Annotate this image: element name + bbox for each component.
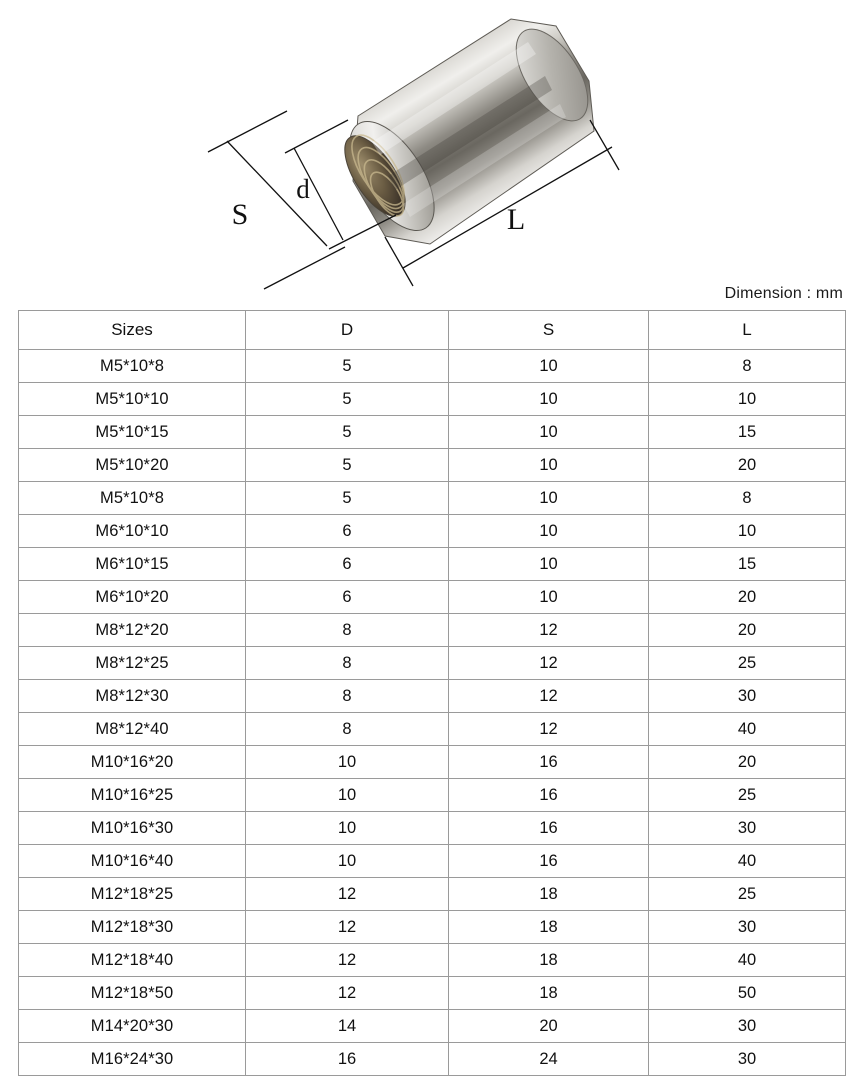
table-row (19, 416, 846, 449)
cell-d: 12 (246, 911, 449, 944)
cell-l: 25 (649, 779, 846, 812)
cell-s: 10 (449, 515, 649, 548)
cell-size: M5*10*8 (19, 482, 246, 515)
cell-l: 10 (649, 383, 846, 416)
cell-l: 15 (649, 548, 846, 581)
cell-l: 30 (649, 911, 846, 944)
table-row (19, 548, 846, 581)
nut-body (333, 17, 602, 244)
table-row (19, 878, 846, 911)
table-header-row (19, 311, 846, 350)
cell-s: 10 (449, 350, 649, 383)
cell-s: 12 (449, 614, 649, 647)
cell-d: 10 (246, 812, 449, 845)
extension-line-l-right (590, 120, 619, 170)
cell-size: M5*10*15 (19, 416, 246, 449)
cell-d: 12 (246, 944, 449, 977)
cell-d: 14 (246, 1010, 449, 1043)
table-row (19, 1010, 846, 1043)
product-illustration (0, 0, 861, 300)
cell-s: 10 (449, 383, 649, 416)
cell-l: 20 (649, 614, 846, 647)
cell-d: 6 (246, 515, 449, 548)
table-row (19, 911, 846, 944)
cell-d: 16 (246, 1043, 449, 1076)
table-row (19, 614, 846, 647)
specification-table-container (18, 310, 845, 1076)
cell-l: 30 (649, 680, 846, 713)
cell-d: 5 (246, 482, 449, 515)
cell-d: 6 (246, 548, 449, 581)
cell-l: 40 (649, 944, 846, 977)
extension-line-s-bottom (264, 247, 345, 289)
cell-d: 5 (246, 383, 449, 416)
cell-s: 18 (449, 977, 649, 1010)
table-row (19, 944, 846, 977)
table-row (19, 713, 846, 746)
cell-s: 16 (449, 779, 649, 812)
table-row (19, 812, 846, 845)
cell-s: 16 (449, 845, 649, 878)
coupling-nut-drawing (0, 0, 861, 300)
column-header-d: D (246, 311, 449, 350)
cell-size: M8*12*25 (19, 647, 246, 680)
cell-d: 8 (246, 680, 449, 713)
cell-l: 30 (649, 1010, 846, 1043)
cell-s: 16 (449, 812, 649, 845)
cell-d: 10 (246, 779, 449, 812)
table-row (19, 482, 846, 515)
cell-size: M12*18*40 (19, 944, 246, 977)
cell-size: M8*12*30 (19, 680, 246, 713)
cell-size: M10*16*30 (19, 812, 246, 845)
cell-d: 8 (246, 647, 449, 680)
cell-size: M10*16*20 (19, 746, 246, 779)
cell-l: 15 (649, 416, 846, 449)
cell-size: M8*12*20 (19, 614, 246, 647)
cell-s: 18 (449, 878, 649, 911)
cell-l: 8 (649, 482, 846, 515)
cell-size: M5*10*10 (19, 383, 246, 416)
table-row (19, 977, 846, 1010)
cell-size: M12*18*50 (19, 977, 246, 1010)
table-row (19, 383, 846, 416)
table-body (19, 350, 846, 1076)
extension-line-d-top (285, 120, 348, 153)
column-header-s: S (449, 311, 649, 350)
table-header (19, 311, 846, 350)
cell-l: 25 (649, 878, 846, 911)
cell-l: 8 (649, 350, 846, 383)
cell-size: M10*16*25 (19, 779, 246, 812)
cell-size: M14*20*30 (19, 1010, 246, 1043)
cell-size: M6*10*10 (19, 515, 246, 548)
dimension-unit-caption: Dimension : mm (724, 285, 843, 302)
cell-d: 5 (246, 350, 449, 383)
cell-size: M5*10*20 (19, 449, 246, 482)
cell-d: 8 (246, 614, 449, 647)
cell-l: 20 (649, 449, 846, 482)
cell-l: 25 (649, 647, 846, 680)
cell-size: M12*18*30 (19, 911, 246, 944)
column-header-sizes: Sizes (19, 311, 246, 350)
cell-d: 10 (246, 746, 449, 779)
cell-d: 6 (246, 581, 449, 614)
cell-s: 10 (449, 482, 649, 515)
cell-size: M12*18*25 (19, 878, 246, 911)
table-row (19, 647, 846, 680)
table-row (19, 680, 846, 713)
cell-s: 24 (449, 1043, 649, 1076)
cell-s: 12 (449, 680, 649, 713)
cell-d: 10 (246, 845, 449, 878)
cell-s: 10 (449, 548, 649, 581)
column-header-l: L (649, 311, 846, 350)
dimension-label-l: L (506, 203, 526, 236)
table-row (19, 845, 846, 878)
table-row (19, 1043, 846, 1076)
cell-s: 12 (449, 647, 649, 680)
cell-s: 18 (449, 944, 649, 977)
cell-s: 10 (449, 449, 649, 482)
cell-d: 5 (246, 416, 449, 449)
cell-size: M8*12*40 (19, 713, 246, 746)
cell-size: M10*16*40 (19, 845, 246, 878)
cell-s: 18 (449, 911, 649, 944)
table-row (19, 779, 846, 812)
cell-s: 10 (449, 416, 649, 449)
cell-s: 10 (449, 581, 649, 614)
cell-d: 12 (246, 878, 449, 911)
table-row (19, 350, 846, 383)
dimension-label-s: S (231, 198, 249, 231)
cell-d: 8 (246, 713, 449, 746)
cell-l: 10 (649, 515, 846, 548)
cell-size: M16*24*30 (19, 1043, 246, 1076)
specification-table (18, 310, 846, 1076)
cell-l: 50 (649, 977, 846, 1010)
cell-l: 40 (649, 845, 846, 878)
dimension-label-d: d (296, 174, 310, 204)
extension-line-l-left (385, 237, 413, 286)
extension-line-s-top (208, 111, 287, 152)
cell-l: 20 (649, 581, 846, 614)
table-row (19, 449, 846, 482)
cell-d: 12 (246, 977, 449, 1010)
cell-size: M6*10*15 (19, 548, 246, 581)
cell-size: M5*10*8 (19, 350, 246, 383)
cell-s: 12 (449, 713, 649, 746)
cell-s: 16 (449, 746, 649, 779)
cell-s: 20 (449, 1010, 649, 1043)
cell-l: 30 (649, 1043, 846, 1076)
table-row (19, 515, 846, 548)
table-row (19, 746, 846, 779)
table-row (19, 581, 846, 614)
cell-d: 5 (246, 449, 449, 482)
cell-l: 20 (649, 746, 846, 779)
cell-size: M6*10*20 (19, 581, 246, 614)
cell-l: 30 (649, 812, 846, 845)
cell-l: 40 (649, 713, 846, 746)
